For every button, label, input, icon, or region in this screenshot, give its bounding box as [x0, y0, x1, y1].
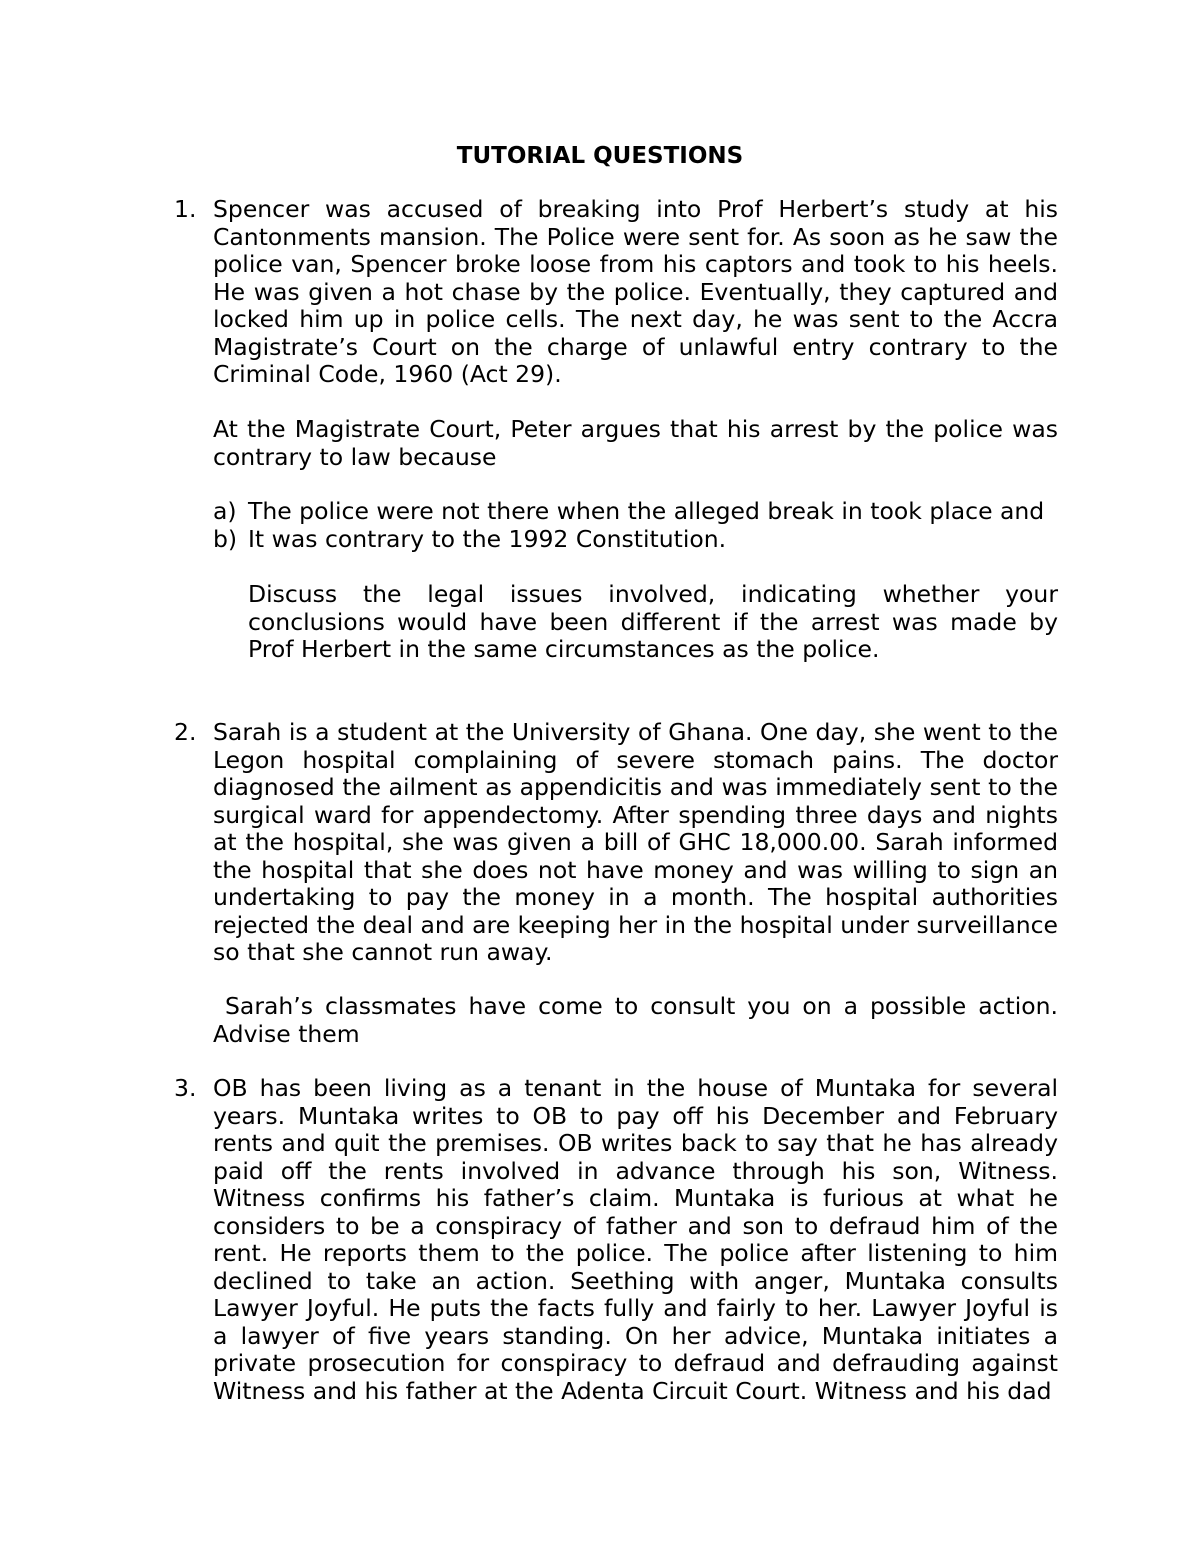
question-1-subitem-a-text: The police were not there when the alleged break in took place and — [248, 497, 1045, 525]
question-2-number: 2. — [174, 718, 197, 746]
question-1-paragraph-1: Spencer was accused of breaking into Prof Herbert’s study at his Cantonments mansion. The Police were sent for. As soon as he saw the police van, Spencer broke loose from his captors and took to his heels. He was given a hot chase by the police. Eventually, they captured and locked him up in police cells. The next day, he was sent to the Accra Magistrate’s Court on the charge of unlawful entry contrary to the Criminal Code, 1960 (Act 29). — [213, 195, 1058, 388]
question-2-paragraph-2: Sarah’s classmates have come to consult you on a possible action. Advise them — [213, 992, 1058, 1048]
question-1-subitem-b-text: It was contrary to the 1992 Constitution. — [248, 525, 727, 553]
question-1-subitem-b-letter: b) — [213, 525, 238, 553]
question-1-paragraph-2: At the Magistrate Court, Peter argues that his arrest by the police was contrary to law because — [213, 415, 1058, 471]
question-3-paragraph-1: OB has been living as a tenant in the house of Muntaka for several years. Muntaka writes to OB to pay off his December and February rents and quit the premises. OB writes back to say that he has already paid off the rents involved in advance through his son, Witness. Witness confirms his father’s claim. Muntaka is furious at what he considers to be a conspiracy of father and son to defraud him of the rent. He reports them to the police. The police after listening to him declined to take an action. Seething with anger, Muntaka consults Lawyer Joyful. He puts the facts fully and fairly to her. Lawyer Joyful is a lawyer of five years standing. On her advice, Muntaka initiates a private prosecution for conspiracy to defraud and defrauding against Witness and his father at the Adenta Circuit Court. Witness and his dad — [213, 1074, 1058, 1405]
question-2-paragraph-1: Sarah is a student at the University of Ghana. One day, she went to the Legon hospital complaining of severe stomach pains. The doctor diagnosed the ailment as appendicitis and was immediately sent to the surgical ward for appendectomy. After spending three days and nights at the hospital, she was given a bill of GHC 18,000.00. Sarah informed the hospital that she does not have money and was willing to sign an undertaking to pay the money in a month. The hospital authorities rejected the deal and are keeping her in the hospital under surveillance so that she cannot run away. — [213, 718, 1058, 966]
question-1-subitem-a-letter: a) — [213, 497, 237, 525]
question-1-instruction: Discuss the legal issues involved, indicating whether your conclusions would have been different if the arrest was made by Prof Herbert in the same circumstances as the police. — [248, 580, 1058, 663]
question-3-number: 3. — [174, 1074, 197, 1102]
document-title: TUTORIAL QUESTIONS — [456, 143, 744, 169]
question-1-number: 1. — [174, 195, 197, 223]
